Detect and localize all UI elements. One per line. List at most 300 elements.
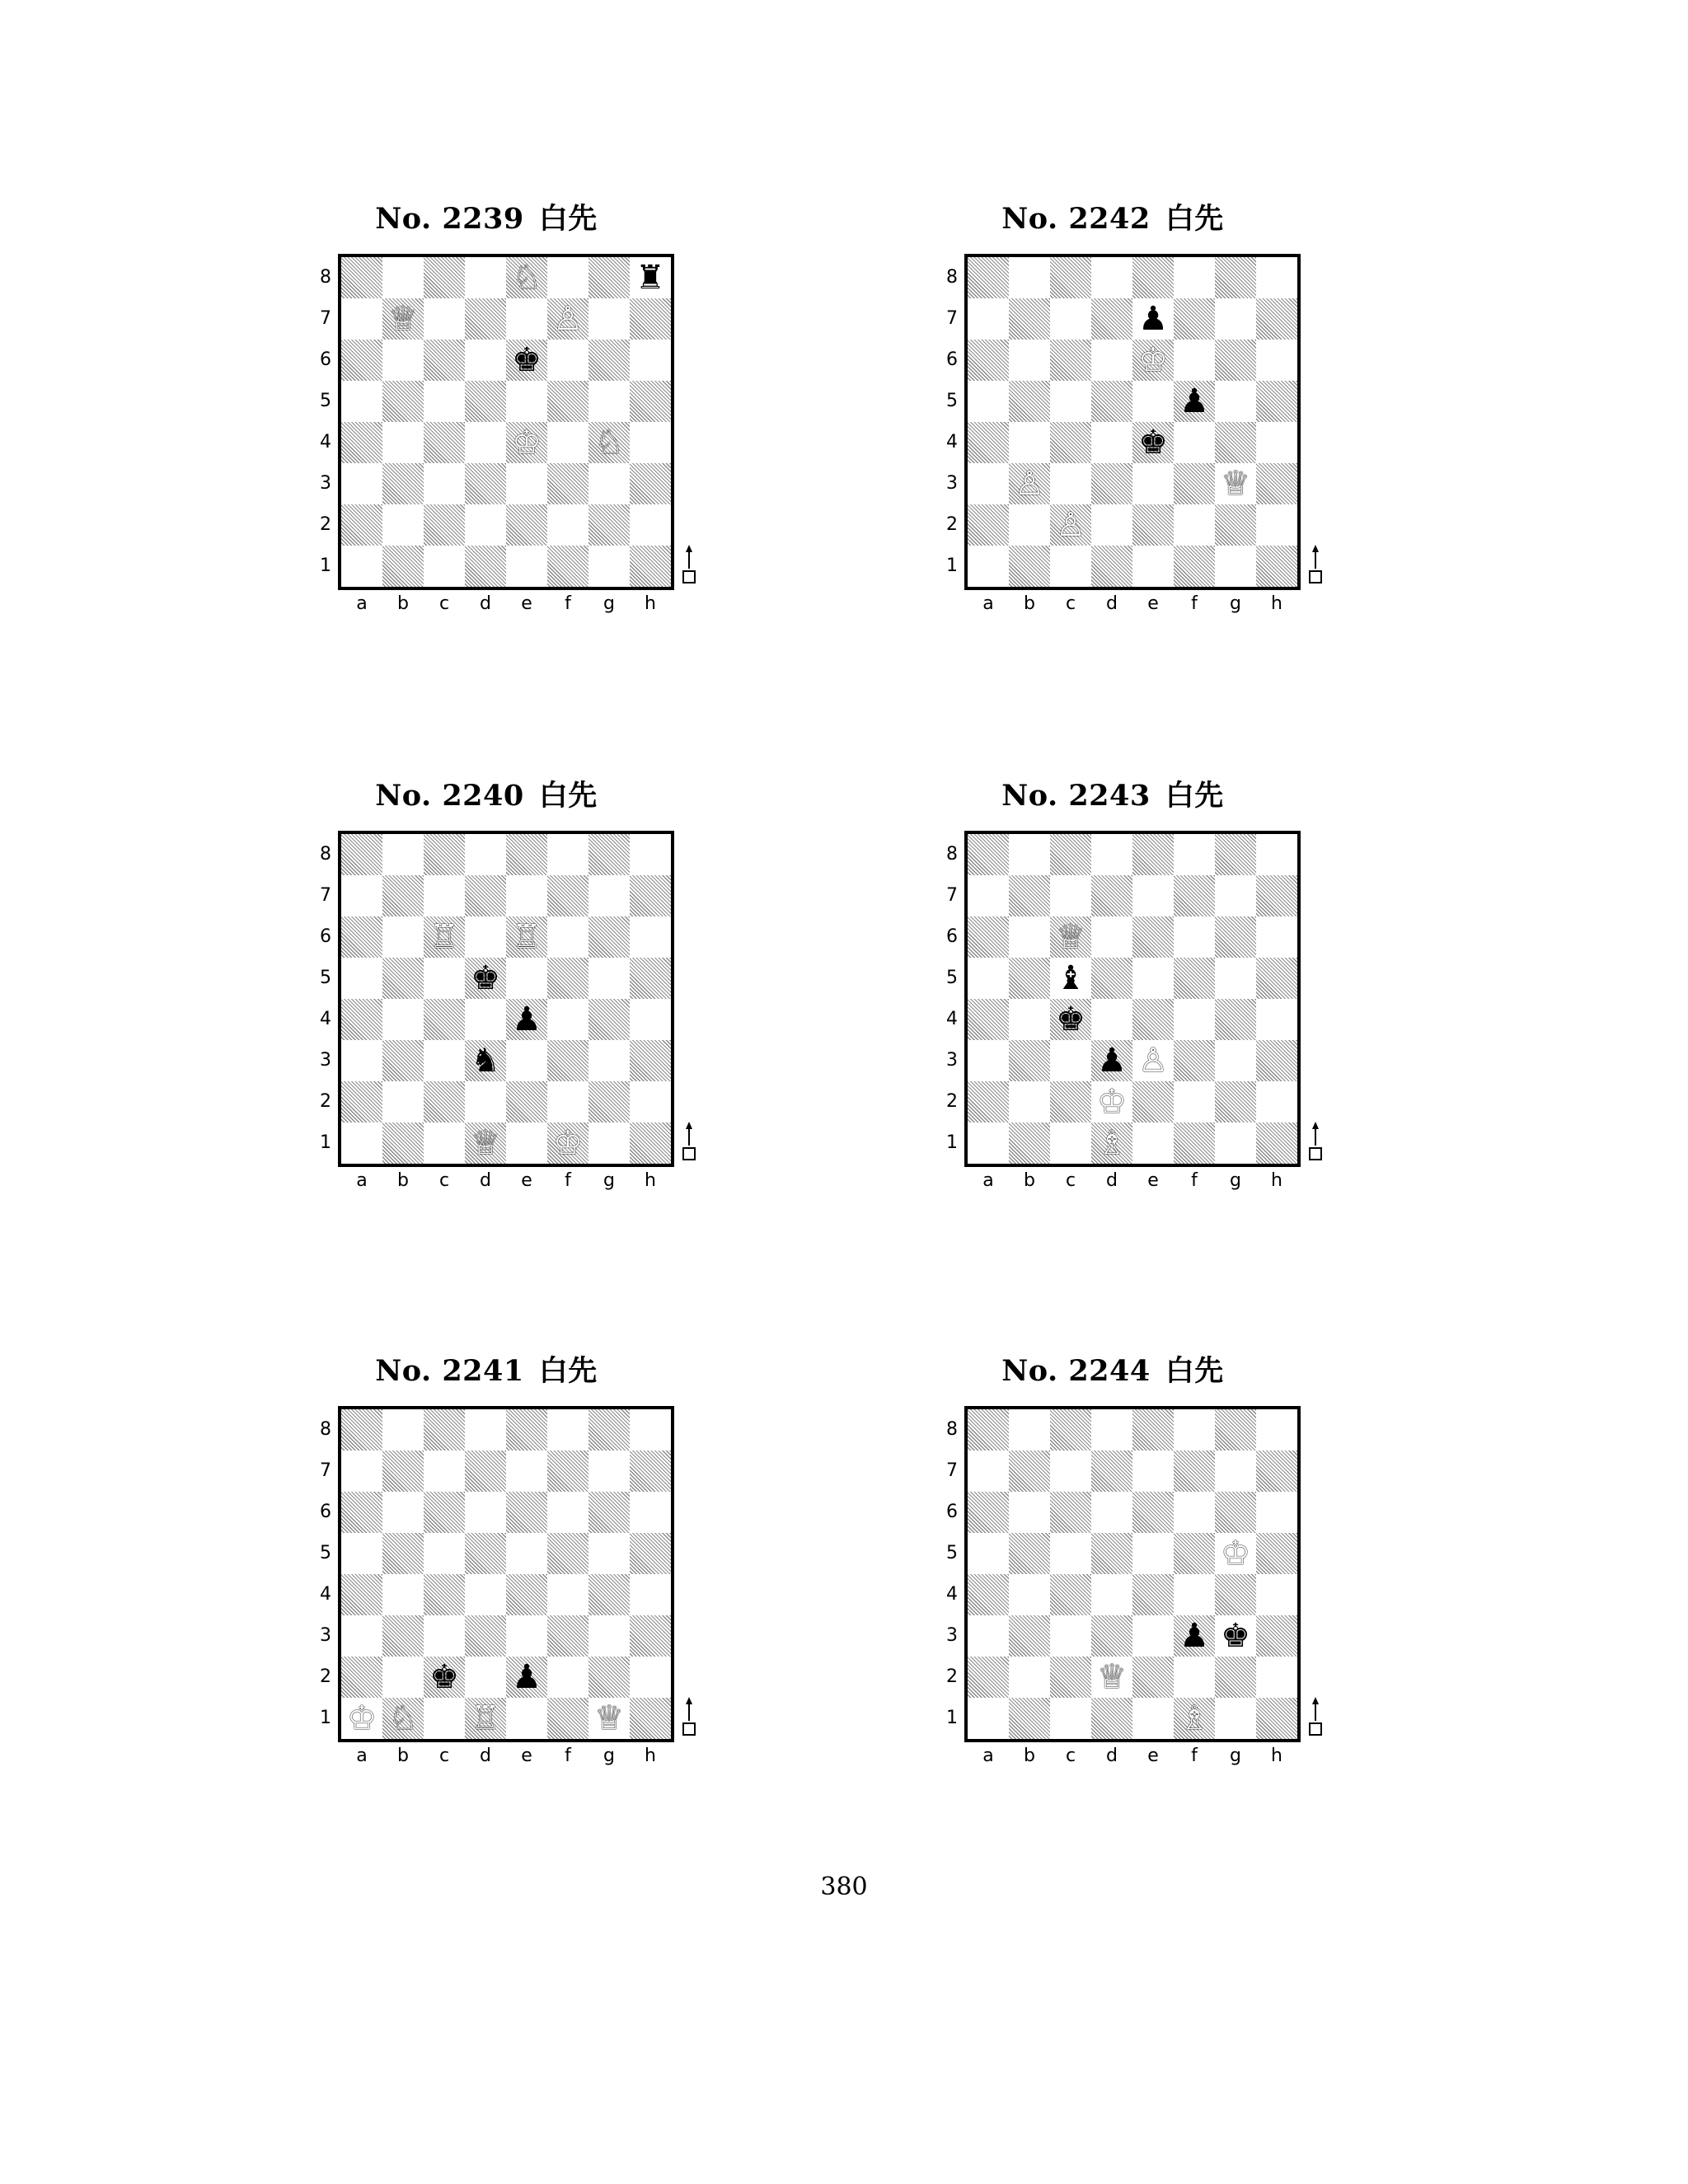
board-square bbox=[424, 1492, 465, 1533]
puzzle-number: No. 2243 bbox=[1001, 779, 1151, 813]
board-square bbox=[1215, 257, 1256, 298]
board-square bbox=[547, 381, 588, 422]
board-square bbox=[341, 463, 382, 504]
board-square bbox=[341, 916, 382, 958]
black-pawn-icon: ♟ bbox=[1138, 300, 1168, 338]
board-square bbox=[1174, 958, 1215, 999]
file-label: e bbox=[1147, 593, 1159, 614]
rank-label: 6 bbox=[320, 1502, 331, 1522]
board-square bbox=[1132, 463, 1174, 504]
board-square bbox=[341, 1492, 382, 1533]
board-square bbox=[630, 1040, 671, 1081]
file-label: a bbox=[356, 1746, 368, 1766]
board-square bbox=[382, 1409, 424, 1451]
board-square bbox=[1256, 1574, 1297, 1615]
board-square bbox=[630, 463, 671, 504]
board-square bbox=[465, 504, 506, 546]
white-rook-icon: ♖ bbox=[471, 1699, 500, 1737]
board-square bbox=[1009, 340, 1050, 381]
rank-label: 7 bbox=[320, 308, 331, 329]
white-to-move-icon bbox=[1306, 1121, 1325, 1162]
board-square bbox=[1215, 1409, 1256, 1451]
board-square bbox=[382, 999, 424, 1040]
rank-label: 2 bbox=[946, 1666, 958, 1687]
board-square bbox=[547, 916, 588, 958]
board-square bbox=[630, 875, 671, 916]
board-square bbox=[1174, 1533, 1215, 1574]
board-square bbox=[588, 1040, 630, 1081]
board-square bbox=[968, 298, 1009, 340]
board-square bbox=[1132, 1409, 1174, 1451]
rank-label: 1 bbox=[946, 1132, 958, 1153]
board-square bbox=[630, 1698, 671, 1739]
board-square bbox=[506, 1574, 547, 1615]
board-square bbox=[588, 504, 630, 546]
rank-label: 3 bbox=[946, 1050, 958, 1071]
board-square bbox=[1132, 875, 1174, 916]
black-pawn-icon: ♟ bbox=[1179, 1617, 1209, 1655]
board-square bbox=[1091, 1492, 1132, 1533]
board-square bbox=[630, 546, 671, 587]
board-square bbox=[968, 834, 1009, 875]
board-square bbox=[588, 875, 630, 916]
board-square bbox=[341, 834, 382, 875]
board-square bbox=[1009, 381, 1050, 422]
file-label: b bbox=[397, 1170, 409, 1191]
board-square bbox=[968, 381, 1009, 422]
board-square bbox=[1215, 1657, 1256, 1698]
white-pawn-icon: ♙ bbox=[1138, 1042, 1168, 1080]
board-square bbox=[1091, 916, 1132, 958]
file-label: a bbox=[356, 1170, 368, 1191]
rank-label: 1 bbox=[320, 1132, 331, 1153]
board-square bbox=[424, 1409, 465, 1451]
puzzle-title bbox=[882, 1348, 1343, 1390]
rank-label: 7 bbox=[946, 1460, 958, 1481]
board-square bbox=[1256, 875, 1297, 916]
board-square bbox=[341, 257, 382, 298]
board-square bbox=[1256, 546, 1297, 587]
file-label: e bbox=[521, 1170, 532, 1191]
board-square bbox=[506, 1081, 547, 1122]
chess-board bbox=[964, 1406, 1301, 1742]
board-square bbox=[1174, 340, 1215, 381]
rank-label: 5 bbox=[320, 391, 331, 411]
board-square bbox=[1091, 1698, 1132, 1739]
board-square bbox=[547, 1040, 588, 1081]
board-square bbox=[1009, 1122, 1050, 1164]
board-square bbox=[341, 1081, 382, 1122]
board-square bbox=[506, 1533, 547, 1574]
board-square bbox=[547, 958, 588, 999]
board-square bbox=[1091, 546, 1132, 587]
puzzle-diagram bbox=[256, 773, 717, 1218]
board-square bbox=[1009, 257, 1050, 298]
puzzle-title bbox=[256, 196, 717, 237]
board-square bbox=[465, 916, 506, 958]
rank-label: 8 bbox=[946, 1419, 958, 1440]
board-square bbox=[1050, 463, 1091, 504]
board-square bbox=[1050, 875, 1091, 916]
puzzle-number: No. 2242 bbox=[1001, 202, 1151, 236]
board-square bbox=[1132, 1698, 1174, 1739]
board-square bbox=[465, 875, 506, 916]
file-label: h bbox=[1271, 1746, 1282, 1766]
board-square bbox=[506, 1451, 547, 1492]
board-square bbox=[588, 298, 630, 340]
board-square bbox=[1009, 1574, 1050, 1615]
file-label: f bbox=[1191, 1746, 1198, 1766]
rank-label: 7 bbox=[946, 885, 958, 906]
board-square bbox=[424, 875, 465, 916]
board-square bbox=[1091, 958, 1132, 999]
board-square bbox=[968, 504, 1009, 546]
board-square bbox=[1256, 1081, 1297, 1122]
board-square bbox=[424, 1040, 465, 1081]
board-square bbox=[424, 1081, 465, 1122]
board-square bbox=[424, 1615, 465, 1657]
black-pawn-icon: ♟ bbox=[1097, 1042, 1127, 1080]
board-square bbox=[1009, 1081, 1050, 1122]
rank-label: 6 bbox=[320, 926, 331, 947]
board-square bbox=[1256, 1122, 1297, 1164]
board-square bbox=[382, 916, 424, 958]
board-square bbox=[1215, 298, 1256, 340]
board-square bbox=[1174, 1040, 1215, 1081]
board-square bbox=[547, 1492, 588, 1533]
board-square bbox=[341, 958, 382, 999]
board-square bbox=[1050, 1122, 1091, 1164]
side-to-move: 白先 bbox=[538, 780, 598, 813]
board-square bbox=[382, 1615, 424, 1657]
rank-label: 5 bbox=[946, 968, 958, 988]
board-square bbox=[1256, 1657, 1297, 1698]
file-label: f bbox=[565, 1170, 571, 1191]
board-square bbox=[1132, 916, 1174, 958]
board-square bbox=[588, 958, 630, 999]
board-square bbox=[1215, 916, 1256, 958]
board-square bbox=[465, 257, 506, 298]
board-square bbox=[341, 1574, 382, 1615]
board-square bbox=[547, 463, 588, 504]
white-to-move-icon bbox=[1306, 544, 1325, 585]
white-king-icon: ♔ bbox=[347, 1699, 377, 1737]
file-label: b bbox=[397, 1746, 409, 1766]
board-square bbox=[1174, 1409, 1215, 1451]
board-square bbox=[382, 1040, 424, 1081]
black-bishop-icon: ♝ bbox=[1056, 959, 1085, 997]
board-square bbox=[1050, 1081, 1091, 1122]
board-square bbox=[1050, 1698, 1091, 1739]
white-to-move-icon bbox=[679, 1121, 699, 1162]
white-to-move-icon bbox=[679, 1696, 699, 1737]
board-square bbox=[1132, 834, 1174, 875]
board-square bbox=[588, 1409, 630, 1451]
board-square bbox=[1256, 1698, 1297, 1739]
puzzle-number: No. 2239 bbox=[375, 202, 524, 236]
board-square bbox=[968, 1451, 1009, 1492]
board-square bbox=[588, 1081, 630, 1122]
board-square bbox=[630, 1081, 671, 1122]
board-square bbox=[382, 1081, 424, 1122]
white-king-icon: ♔ bbox=[553, 1124, 583, 1162]
board-square bbox=[968, 546, 1009, 587]
white-queen-icon: ♕ bbox=[1097, 1658, 1127, 1696]
board-square bbox=[630, 340, 671, 381]
board-square bbox=[1091, 834, 1132, 875]
board-square bbox=[1174, 1081, 1215, 1122]
board-square bbox=[1091, 381, 1132, 422]
black-knight-icon: ♞ bbox=[471, 1042, 500, 1080]
file-label: d bbox=[1106, 1170, 1118, 1191]
board-square bbox=[588, 463, 630, 504]
file-label: e bbox=[521, 1746, 532, 1766]
board-square bbox=[588, 257, 630, 298]
board-square bbox=[588, 916, 630, 958]
white-knight-icon: ♘ bbox=[512, 259, 542, 297]
board-square bbox=[547, 1409, 588, 1451]
board-square bbox=[968, 422, 1009, 463]
board-square bbox=[1215, 1451, 1256, 1492]
black-king-icon: ♚ bbox=[512, 341, 542, 379]
chess-board bbox=[338, 831, 674, 1167]
file-label: d bbox=[1106, 593, 1118, 614]
board-square bbox=[1050, 834, 1091, 875]
board-square bbox=[1009, 999, 1050, 1040]
file-label: h bbox=[1271, 1170, 1282, 1191]
board-square bbox=[968, 875, 1009, 916]
board-square bbox=[1256, 504, 1297, 546]
board-square bbox=[1091, 1533, 1132, 1574]
board-square bbox=[1174, 1657, 1215, 1698]
rank-label: 7 bbox=[320, 1460, 331, 1481]
board-square bbox=[968, 257, 1009, 298]
board-square bbox=[588, 999, 630, 1040]
board-square bbox=[1091, 875, 1132, 916]
chess-board bbox=[964, 831, 1301, 1167]
puzzle-title bbox=[882, 196, 1343, 237]
board-square bbox=[506, 875, 547, 916]
file-label: e bbox=[1147, 1746, 1159, 1766]
black-pawn-icon: ♟ bbox=[512, 1001, 542, 1038]
board-square bbox=[1050, 1657, 1091, 1698]
board-square bbox=[424, 1533, 465, 1574]
board-square bbox=[465, 834, 506, 875]
board-square bbox=[382, 1574, 424, 1615]
side-to-move: 白先 bbox=[538, 1355, 598, 1388]
puzzle-number: No. 2241 bbox=[375, 1354, 524, 1388]
board-square bbox=[1256, 834, 1297, 875]
board-square bbox=[341, 298, 382, 340]
file-label: f bbox=[1191, 593, 1198, 614]
board-square bbox=[630, 916, 671, 958]
board-square bbox=[506, 1122, 547, 1164]
board-square bbox=[1256, 298, 1297, 340]
board-square bbox=[465, 381, 506, 422]
board-square bbox=[382, 1122, 424, 1164]
board-square bbox=[547, 257, 588, 298]
board-square bbox=[1256, 1492, 1297, 1533]
board-square bbox=[465, 1081, 506, 1122]
file-label: c bbox=[1065, 1170, 1076, 1191]
board-square bbox=[1256, 999, 1297, 1040]
white-queen-icon: ♕ bbox=[1056, 918, 1085, 956]
board-square bbox=[1009, 1040, 1050, 1081]
board-square bbox=[465, 1657, 506, 1698]
board-square bbox=[1009, 834, 1050, 875]
board-square bbox=[547, 504, 588, 546]
board-square bbox=[1132, 546, 1174, 587]
board-square bbox=[424, 834, 465, 875]
rank-label: 8 bbox=[946, 267, 958, 288]
file-label: b bbox=[1024, 1746, 1035, 1766]
board-square bbox=[1215, 958, 1256, 999]
board-square bbox=[424, 298, 465, 340]
rank-label: 4 bbox=[320, 1009, 331, 1029]
board-square bbox=[1256, 381, 1297, 422]
board-square bbox=[1132, 504, 1174, 546]
board-square bbox=[547, 1615, 588, 1657]
board-square bbox=[341, 1533, 382, 1574]
rank-label: 4 bbox=[320, 1584, 331, 1605]
board-square bbox=[630, 1492, 671, 1533]
board-square bbox=[1009, 1533, 1050, 1574]
board-square bbox=[630, 1409, 671, 1451]
rank-label: 4 bbox=[946, 1584, 958, 1605]
board-square bbox=[506, 958, 547, 999]
white-pawn-icon: ♙ bbox=[553, 300, 583, 338]
file-label: c bbox=[1065, 593, 1076, 614]
board-square bbox=[1132, 1533, 1174, 1574]
board-square bbox=[1174, 463, 1215, 504]
chess-board bbox=[338, 1406, 674, 1742]
board-square bbox=[465, 1451, 506, 1492]
board-square bbox=[424, 381, 465, 422]
board-square bbox=[968, 1657, 1009, 1698]
board-square bbox=[588, 1451, 630, 1492]
board-square bbox=[1091, 257, 1132, 298]
board-square bbox=[968, 340, 1009, 381]
board-square bbox=[968, 463, 1009, 504]
board-square bbox=[382, 422, 424, 463]
board-square bbox=[588, 1615, 630, 1657]
file-label: f bbox=[565, 1746, 571, 1766]
board-square bbox=[1215, 1698, 1256, 1739]
rank-label: 5 bbox=[946, 391, 958, 411]
board-square bbox=[630, 422, 671, 463]
black-king-icon: ♚ bbox=[471, 959, 500, 997]
board-square bbox=[1050, 1615, 1091, 1657]
board-square bbox=[341, 999, 382, 1040]
white-knight-icon: ♘ bbox=[388, 1699, 418, 1737]
board-square bbox=[1174, 546, 1215, 587]
board-square bbox=[1050, 422, 1091, 463]
board-square bbox=[1009, 504, 1050, 546]
board-square bbox=[630, 1615, 671, 1657]
black-king-icon: ♚ bbox=[429, 1658, 459, 1696]
rank-label: 5 bbox=[946, 1543, 958, 1563]
board-square bbox=[465, 1409, 506, 1451]
rank-label: 3 bbox=[320, 1625, 331, 1646]
board-square bbox=[1215, 834, 1256, 875]
board-square bbox=[1174, 1574, 1215, 1615]
white-pawn-icon: ♙ bbox=[1015, 465, 1044, 503]
puzzle-title bbox=[882, 773, 1343, 814]
board-square bbox=[424, 340, 465, 381]
file-label: g bbox=[603, 1746, 615, 1766]
board-square bbox=[1256, 916, 1297, 958]
board-square bbox=[547, 1574, 588, 1615]
board-square bbox=[424, 422, 465, 463]
board-square bbox=[588, 1122, 630, 1164]
puzzle-diagram bbox=[256, 196, 717, 641]
puzzle-diagram bbox=[882, 196, 1343, 641]
file-label: b bbox=[1024, 593, 1035, 614]
file-label: f bbox=[565, 593, 571, 614]
rank-label: 4 bbox=[946, 1009, 958, 1029]
file-label: a bbox=[982, 1746, 994, 1766]
board-square bbox=[1215, 340, 1256, 381]
black-pawn-icon: ♟ bbox=[512, 1658, 542, 1696]
rank-label: 1 bbox=[320, 1708, 331, 1728]
rank-label: 2 bbox=[320, 514, 331, 535]
board-square bbox=[382, 1492, 424, 1533]
file-label: d bbox=[480, 1170, 491, 1191]
board-square bbox=[1009, 1409, 1050, 1451]
white-queen-icon: ♕ bbox=[388, 300, 418, 338]
board-square bbox=[968, 1698, 1009, 1739]
board-square bbox=[547, 1698, 588, 1739]
board-square bbox=[382, 958, 424, 999]
board-square bbox=[1050, 381, 1091, 422]
chess-board bbox=[964, 254, 1301, 590]
board-square bbox=[1009, 958, 1050, 999]
board-square bbox=[1256, 422, 1297, 463]
board-square bbox=[1091, 1409, 1132, 1451]
board-square bbox=[341, 422, 382, 463]
board-square bbox=[1009, 916, 1050, 958]
board-square bbox=[968, 1040, 1009, 1081]
board-square bbox=[382, 875, 424, 916]
board-square bbox=[1215, 546, 1256, 587]
board-square bbox=[382, 463, 424, 504]
board-square bbox=[1050, 298, 1091, 340]
file-label: g bbox=[603, 593, 615, 614]
board-square bbox=[547, 340, 588, 381]
board-square bbox=[506, 1492, 547, 1533]
board-square bbox=[465, 1533, 506, 1574]
black-king-icon: ♚ bbox=[1138, 424, 1168, 462]
file-label: d bbox=[480, 1746, 491, 1766]
board-square bbox=[588, 381, 630, 422]
file-label: h bbox=[645, 1170, 656, 1191]
board-square bbox=[382, 504, 424, 546]
board-square bbox=[1174, 875, 1215, 916]
board-square bbox=[1215, 1122, 1256, 1164]
board-square bbox=[1215, 875, 1256, 916]
file-label: g bbox=[1230, 1746, 1241, 1766]
board-square bbox=[547, 834, 588, 875]
board-square bbox=[968, 999, 1009, 1040]
board-square bbox=[1091, 422, 1132, 463]
board-square bbox=[547, 546, 588, 587]
board-square bbox=[341, 1451, 382, 1492]
puzzle-diagram bbox=[256, 1348, 717, 1793]
board-square bbox=[341, 1040, 382, 1081]
rank-label: 2 bbox=[320, 1666, 331, 1687]
rank-label: 5 bbox=[320, 968, 331, 988]
rank-label: 6 bbox=[320, 349, 331, 370]
